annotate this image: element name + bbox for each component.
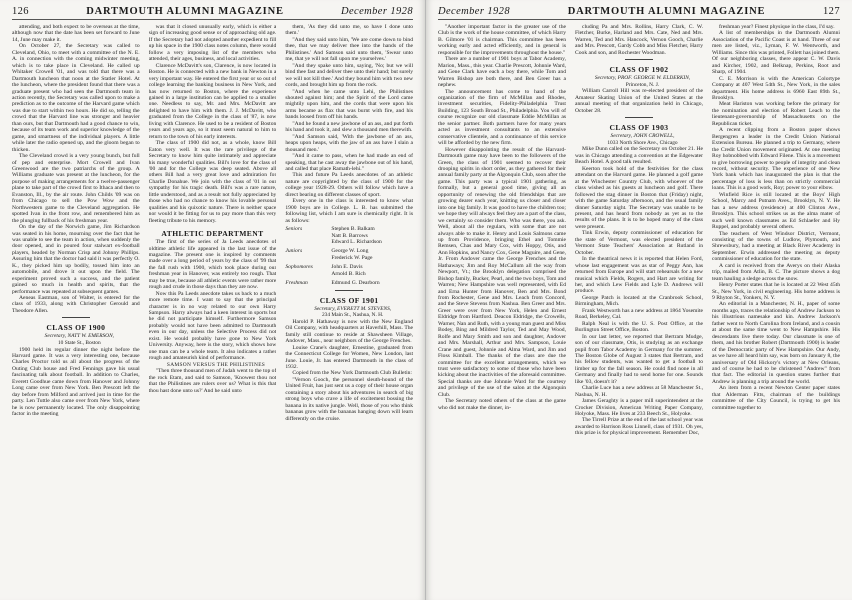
paragraph: "Then three thousand men of Judah went to the top of the rock Etam, and said to Samson, 'Knowest thou not that the Philistines are rulers over us? What is this that thou hast done unto us?' And he said unto: [148, 368, 277, 394]
right-column-1: [438, 24, 566, 596]
list-item: Seniors Stephen B. Balkam: [285, 226, 375, 233]
magazine-title: DARTMOUTH ALUMNI MAGAZINE: [86, 6, 284, 17]
paragraph: In our last letter, we reported that Bertram Mudge, son of our classmate, Otis, is studying as an exchange pupil from Tabor Academy in Germany for the summer. The Boston Globe of August 3 states that Bertram, and his fellow students, was wanted to get a football to limber up for the fall season. He could find none in all Germany and finally had to send home for one. Sounds like '03, doesn't it?: [575, 333, 703, 385]
paragraph: Henry Porter states that he is located at 22 West 45th St., New York, in civil engineering. His home address is 9 Rhyton St., Yonkers, N. Y.: [712, 282, 840, 302]
paragraph: However disappointing the result of the Harvard-Dartmouth game may have been to the followers of the Green, the class of 1901 seemed to recover their drooping spirits in short order, as they gathered for their annual family party at the Algonquin Club, soon after the game. This party was a typical 1901 gathering, as formally, but a general good time, giving all an opportunity of renewing the old friendships that are growing dearer each year, knitting us closer and closer into one big family. It was good to have the children too; we hope they will always feel they are a part of the class, we certainly so consider them. Who was there, you ask. Well, about all the regulars, with some that are not always able to make it. Henry and Louis Salmons came up from Providence, bringing Ethel and Tommie Remsen, Chas and Mary Cox, with Hoppy, Otis, and Ann Hopkins, and Nancy Cox, Gene Maguire, and Gene, Jr. From Andover came the George Frenches and the Hathaways; Jim and Roy McCallum all the way from Newport, Vt.; the Brooklyn delegation comprised the Bishop family, Bucker, Pearl, and the two boys, Tom and Warren; New Hampshire was well represented, with Ed and Erna Hunter from Hanover, Ben and Mrs. Bond from Rochester, Gene and Mrs. Leach from Concord, and the Steve Stevens from Nashua. Ben Greer and Mrs. Greer were over from New York, Helen and Ernest Eldridge from Hartford. Deacon Eldridge, the Crowells, Warner, Nan and Ruth, with a young man guest and Miss Bodey, Bing and Mildred Taylor, Ted and May Wood, Rolfe and Mary Smith and son and daughter, Andover and Mrs. Marshall, Arthur and Mrs. Sampson, Louie Crane and guest, Johnnie and Alma Ward, and Jim and Floss Kimball. The thanks of the class are due the committee for the excellent arrangements, which we trust were satisfactory to some of those who have been kicking about the inactivities of the aforesaid committee. Special thanks are due Johnnie Ward for the courtesy and privilege of the use of the salon at the Algonquin Club.: [438, 146, 566, 398]
paragraph: This and future Pa Leeds anecdotes of an athletic nature are copyrighted by the class of 1900 for the college year 1928-29. Others will follow which have a direct bearing on different classes of sport.: [285, 172, 414, 198]
list-item: Edward L. Richardson: [331, 238, 382, 245]
paragraph: James Geraghty is a paper mill superintendent at the Crocker Division, American Writing Paper Company, Holyoke, Mass. He lives at 233 Beech St., Holyoke.: [575, 398, 703, 418]
paragraph: An item from a recent Newton Center paper states that Alderman Fitts, chairman of the buildings committee of the City Council, is trying to get his committee together to: [712, 385, 840, 411]
paragraph: Copied from the New York Dartmouth Club Bulletin:: [292, 370, 412, 377]
paragraph: "And he found a new jawbone of an ass, and put forth his hand and took it, and slew a thousand men therewith.: [285, 120, 414, 134]
list-item: Natt B. Barrows: [331, 232, 368, 239]
paragraph: Frank Westworth has a new address at 1864 Yosemite Road, Berkeley, Cal.: [575, 307, 703, 321]
class-heading: CLASS OF 1903: [609, 123, 669, 133]
class-secretary: Secretary, EVERETT M. STEVENS,: [314, 305, 392, 312]
section-divider: [625, 117, 653, 118]
magazine-title: DARTMOUTH ALUMNI MAGAZINE: [567, 6, 766, 17]
class-heading: CLASS OF 1900: [46, 323, 106, 333]
paragraph: Now this Pa Leeds anecdote takes us back to a much more remote time. I want to say that the principal character is in no way related to our own Harry Sampson. Harry always had a keen interest in sports but he did not participate himself. Furthermore Samson probably would not have been admitted to Dartmouth even in our day, unless the Selective Process did not exist. He would probably have gone to New York University. Anyway, here is the story, which shows how one man can be a whole team. It also indicates a rather rough and amateurish kind of performance.: [148, 290, 277, 362]
class-address: Princeton, N. J.: [625, 81, 660, 88]
section-heading: ATHLETIC DEPARTMENT: [161, 229, 264, 239]
paragraph: was that it closed unusually early, which is either a sign of increasing good sense or of approaching old age. If the Secretary had not adopted another expedient to fill up his space in the 1900 class notes column, there would follow a very imposing list of the members who attended, their ages, business, and local activities.: [148, 24, 277, 63]
paragraph: Clarence McDavitt's son, Clarence, is now located in Boston. He is connected with a new bank in Newton in a very important way. He entered the first year or so out of college learning the banking business in New York, and has now returned to Boston, where the experience gained in a large institution can be applied to a smaller one. Needless to say, Mr. and Mrs. McDavitt are delighted to have him with them. J. J. McDavitt, who graduated from the College in the class of '87, is now living with Clarence. He used to be a resident of Boston years and years ago, so it must seem natural to him to return to the town of his early interests.: [148, 62, 277, 140]
left-column-3: [285, 24, 413, 596]
section-divider: [62, 317, 90, 318]
paragraph: Aeneas Eastman, son of Walter, is entered for the class of 1933, along with Christopher Gerould and Theodore Allen.: [12, 295, 140, 314]
paragraph: A list of memberships in the Dartmouth Alumni Association of the Pacific Coast is at hand. Three of our men are listed, viz., Lyman, F. W. Wentworth, and Williams. Since this was printed, Follett has joined them. Of our neighboring classes, there appear C. W. Davis and Kircher, 1902, and Belknap, Perkins, Root and Sharp, of 1904.: [712, 30, 840, 76]
class-heading: CLASS OF 1902: [609, 65, 669, 75]
paragraph: A card is received from the Averys on their Alaska trip, mailed from Atlin, B. C. The picture shows a dog team hauling a sledge across the snow.: [712, 262, 840, 282]
paragraph: The Secretary noted others of the class at the game who did not make the dinner, in-: [438, 398, 566, 411]
students-in-college-list: [285, 226, 413, 287]
paragraph: "Another important factor in the greater use of the Club is the work of the house committee, of which Harry B. Gilmore '01 is chairman. This committee has been working early and acted efficiently, and in general is responsible for the improvements throughout the house.": [438, 24, 566, 56]
issue-date: December 1928: [341, 6, 413, 17]
paragraph: On the day of the Norwich game, Jim Richardson was seated in his home, mourning over the fact that he was unable to see the team in action, when suddenly the door opened, and in poured four stalwart ex-football players, headed by Norman Crisp and Johnny Phillips. Assuring him that the doctor had said it was perfectly O. K., they picked him up bodily, tossed him into an automobile, and drove it out upon the field. The experiment proved such a success, and the patient gained so much in health and spirits, that the performance was repeated at subsequent games.: [12, 224, 140, 295]
paragraph: Every one in the class is interested to know what 1900 boys are in College. L. B. has submitted the following list, which I am sure is chemically right. It is as follows:: [285, 198, 414, 224]
right-running-head: [438, 6, 840, 20]
paragraph: them, 'As they did unto me, so have I done unto them.': [285, 24, 414, 37]
class-address: 10 State St., Boston: [57, 339, 101, 346]
paragraph: The announcement has come to hand of the organization of the firm of McMillan and Rhodes, investment securities, Fidelity-Philadelphia Trust Building, 123 South Broad St., Philadelphia. You will of course recognize our old classmate Eddie McMillan as the senior partner. Both partners have for many years acted as investment consultants to an extensive conservative clientele, and a continuance of this service will be afforded by the new firm.: [438, 88, 566, 147]
left-column-1: [12, 24, 140, 596]
paragraph: "Vernon Gooch, the personnel sleuth-hound of the United Fruit, has just sent us a copy of their house organ containing a story about his adventures in search of big strong boys who crave a life of excitement bossing the banana in its native jungle. Well, those of you who think bananas grow with the bananas hanging down will learn differently on the cruise.: [285, 376, 414, 422]
paragraph: attending, and both expect to be overseas at the time, although now that the date has been set forward to June 14, June may make it.: [12, 24, 140, 43]
right-page: [426, 0, 852, 600]
list-item: Juniors George W. Long: [285, 248, 369, 255]
list-item: Arnold B. Rich: [331, 270, 366, 277]
issue-date: December 1928: [438, 6, 510, 17]
paragraph: George Patch is located at the Cranbrook School, Birmingham, Mich.: [575, 294, 703, 308]
paragraph: "And Samson said, 'With the jawbone of an ass, heaps upon heaps, with the jaw of an ass have I slain a thousand men.': [285, 133, 414, 153]
class-secretary: Secretary, JOHN CROWELL,: [610, 133, 675, 140]
paragraph: The Tirrell Prize at the end of the last school year was awarded to Harrison Ross Linnell, class of 1931. Oh yes, this prize is for physical improvement. Remember Doc,: [575, 417, 703, 437]
paragraph: Charlie Luce has a new address at 58 Manchester St., Nashua, N. H.: [575, 385, 703, 398]
page-number: 126: [12, 6, 29, 17]
paragraph: Mike Dunn called on the Secretary on October 21. He was in Chicago attending a convention at the Edgewater Beach Hotel. A good talk resulted.: [575, 146, 703, 166]
section-divider: [335, 290, 363, 291]
paragraph: There are a number of 1901 boys at Tabor Academy, Marion, Mass., this year. Charlie Prescott, Johnnie Ward, and Gene Clark have each a boy there, while Tom and Warren Bishop are both there, and Ben Greer has a nephew.: [438, 56, 566, 89]
paragraph: A recent clipping from a Boston paper shows Bergengren a leader in the Credit Union National Extension Bureau. He planned a trip to Germany, where the Credit Union movement originated. At one meeting Roy hobnobbed with Edward Filene. This is a movement to give borrowing power to people of integrity and clean record, without security. The experience of one New York bank which has inaugurated the plan is that the percentage of loss is less than on strictly commercial loans. This is a good work, Roy; power to your elbow.: [712, 127, 840, 192]
paragraph: Tink Erwin, deputy commissioner of education for the state of Vermont, was elected president of the Vermont State Teachers' Association at Rutland in October.: [575, 230, 703, 256]
paragraph: Keerton took hold of the festivities for the class attendant on the Harvard game. He planned a golf game at the Winchester Country Club, with whoever of the class wished as his guests at luncheon and golf. There followed the stag dinner in Boston that (Friday) night, with the game Saturday afternoon, and the usual family dinner Saturday night. The Secretary was unable to be present, and has heard from nobody as yet as to the results of the plans. It is to be hoped many of the class were present.: [575, 165, 703, 230]
paragraph: Louise Crane's daughter, Ernestine, graduated from the Connecticut College for Women, New London, last June. Louie, Jr. has entered Dartmouth in the class of 1932.: [285, 344, 414, 371]
paragraph: "And they spake unto him, saying, 'No; but we will bind thee fast and deliver thee unto their hand; but surely we will not kill thee.' And they bound him with two new cords, and brought him up from the rock.: [285, 62, 414, 89]
left-running-head: [12, 6, 413, 20]
class-address: 1033 North Shore Ave., Chicago: [607, 139, 678, 146]
list-item: Sophomores John E. Davis: [285, 264, 363, 271]
class-secretary: Secretary, NATT W. EMERSON,: [44, 333, 115, 340]
subheading: SAMSON VERSUS THE PHILISTINES: [166, 361, 266, 368]
paragraph: An editorial in a Manchester, N. H., paper of some months ago, traces the relationship of Andrew Jackson to his illustrious namesake and kin. Andrew Jackson's father went to North Carolina from Ireland, and a cousin at about the same time went to New Hampshire. His descendants live there today. Our classmate is one of them, and his brother Robert (Dartmouth 1900) is leader of the Democratic party of New Hampshire. Our Andy, as we have all heard him say, was born on January 8, the anniversary of Old Hickory's victory at New Orleans, and of course he had to be christened "Andrew" from that fact. The editorial in question states further that Andrew is planning a trip around the world.: [712, 301, 840, 385]
paragraph: In the theatrical news it is reported that Helen Ford, whose last engagement was as star of Peggy Ann, has returned from Europe and will start rehearsals for a new musical which Fields, Rogers, and Hart are writing for her, and which Lew Fields and Lyle D. Andrews will produce.: [575, 256, 703, 295]
paragraph: Harold P. Hathaway is now with the New England Oil Company, with headquarters at Haverhill, Mass. The family still continue to reside at Shawsheen Village, Andover, Mass., near neighbors of the George Frenches.: [285, 318, 414, 345]
left-columns: [12, 24, 413, 596]
paragraph: The teachers of West Windsor District, Vermont, consisting of the towns of Ludlow, Plymouth, and Shrewsbury, had a meeting at Black River Academy in September. Erwin addressed the meeting as deputy commissioner of education for the state.: [712, 230, 840, 263]
paragraph: freshman year? Finest physique in the class, I'd say.: [719, 24, 835, 30]
paragraph: C. E. Morrison is with the American Colortype Company at 407 West 54th St., New York, in the sales department. His home address is 6960 East 89th St., Brooklyn.: [712, 75, 840, 101]
section-divider: [625, 59, 653, 60]
paragraph: On October 27, the Secretary was called to Cleveland, Ohio, to meet with a committee of the N. E. A. in connection with the coming midwinter meeting, which is to take place in Cleveland. He called up Whitaker Crowell '01, and was told that there was a Dartmouth luncheon that noon at the Statler Hotel. At the luncheon, where the president found that there was a graduate present who had seen the Dartmouth team in action recently, the Secretary was called upon to make a prediction as to the outcome of the Harvard game which was due to start within two hours. He did so, telling the crowd that the Harvard line was stronger and heavier than ours, but that Dartmouth had a good chance to win, because of its team work and superior knowledge of the game, and smartness of the individual players. A little while later the radio opened up, and the gloom began to thicken.: [12, 43, 140, 153]
paragraph: William Carroll Hill was re-elected president of the Amateur Skating Union of the United States at the annual meeting of that organization held in Chicago, October 28.: [575, 88, 703, 114]
left-column-2: [149, 24, 277, 596]
right-column-3: [712, 24, 840, 596]
paragraph: The first of the series of Ja Leeds anecdotes of oldtime athletic life appeared in the last issue of the magazine. The present one is inspired by comments made over a long period of years by the class of '99 that the fall rush with 1900, which took place during our freshman year in Hanover, was entirely too rough. That may be true, because all athletic events were rather more rough and crude in those days than they are now.: [148, 239, 277, 291]
paragraph: 1900 held its regular dinner the night before the Harvard game. It was a very interesting one, because Charles Proctor told us all about the progress of the Outing Club house and Fred Fennings gave his usual fascinating talk about football. In addition to Charles, Everett Goodhue came down from Hanover and Johnny Long came over from New York. Ben Prescott left the day before from Milford and arrived just in time for the party. Len Tuttle also came over from New York, where he is now permanently located. The only disappointing factor in the meeting: [12, 346, 140, 418]
paragraph: Meat Hariston was working before the primary for the nomination and election of Robert Leach to the lieutenant-governorship of Massachusetts on the Republican ticket.: [712, 101, 840, 127]
paragraph: "And when he came unto Lehi, the Philistines shouted against him; and the Spirit of the Lord came mightily upon him, and the cords that were upon his arms became as flax that was burnt with fire, and his bands loosed from off his hands.: [285, 88, 414, 121]
class-heading: CLASS OF 1901: [319, 295, 379, 305]
class-address: 234 Main St., Nashua, N. H.: [321, 312, 384, 319]
list-item: Freshman Edmund G. Dearborn: [285, 280, 380, 287]
right-columns: [438, 24, 840, 596]
class-secretary: Secretary, PROF. GEORGE W. ELDERKIN,: [594, 75, 691, 82]
paragraph: The Cleveland crowd is a very young bunch, but full of pep and enterprise. Mort Crowell and Ivan Greenwood are the two patriarchs of the group. A Williams graduate was present at the luncheon, for the purpose of making arrangements for a twelve-passenger plane to take part of the crowd first to Ithaca and then to Evanston, Ill., by the air route. John Childs '09 was on from Chicago to sell the Pow Wow and the Northwestern game to the Cleveland aggregation. He spotted Ivan in the front row, and remembered him as the plunging fullback of his freshman year.: [12, 153, 140, 224]
paragraph: cluding Pa and Mrs. Rollins, Harry Clark, C. W. Fletcher, Burke, Harland and Mrs. Cate, Ned and Mrs. Warren, Ted and Mrs. Hancock, Vernon Gooch, Charlie and Mrs. Prescott, Gardy Cobb and Miss Fletcher, Harry Cook and son, and Rochester Woodman.: [575, 24, 703, 56]
paragraph: "And it came to pass, when he had made an end of speaking, that he cast away the jawbone out of his hand, and called that place Ramath-lehi.": [285, 153, 414, 172]
page-number: 127: [823, 6, 840, 17]
paragraph: "And they said unto him, 'We are come down to bind thee, that we may deliver thee into the hands of the Philistines.' And Samson said unto them, 'Swear unto me, that ye will not fall upon me yourselves.': [285, 36, 414, 63]
paragraph: Ralph Neal is with the U. S. Post Office, at the Burlington Street Office, Boston.: [575, 320, 703, 334]
paragraph: The class of 1900 did not, as a whole, know Bill Eaton very well. It was the rare privilege of the Secretary to know him quite intimately and appreciate his many wonderful qualities. Bill's love for the class of '00 and for the College was deep seated. Above all others Bill had a very great love and admiration for Charlie Donahue. We join with the class of '01 in our sympathy for his tragic death. Bill's was a rare nature, little understood, and as a result not fully appreciated by those who had no chance to know his lovable personal qualities and his quixotic nature. There is neither space nor would it be fitting for us to pay more than this very fleeting tribute to his memory.: [148, 140, 277, 224]
list-item: Frederick W. Page: [331, 254, 373, 261]
paragraph: Winfield Rice is still located at the Boys' High School, Marcy and Putnam Aves., Brooklyn, N. Y. He has a new address (residence) at 400 Clinton Ave., Brooklyn. This school strikes us as the alma mater of such well known classmates as Ed Schlaefer and Hy Ruppel, and probably several others.: [712, 191, 840, 231]
right-column-2: [575, 24, 703, 596]
